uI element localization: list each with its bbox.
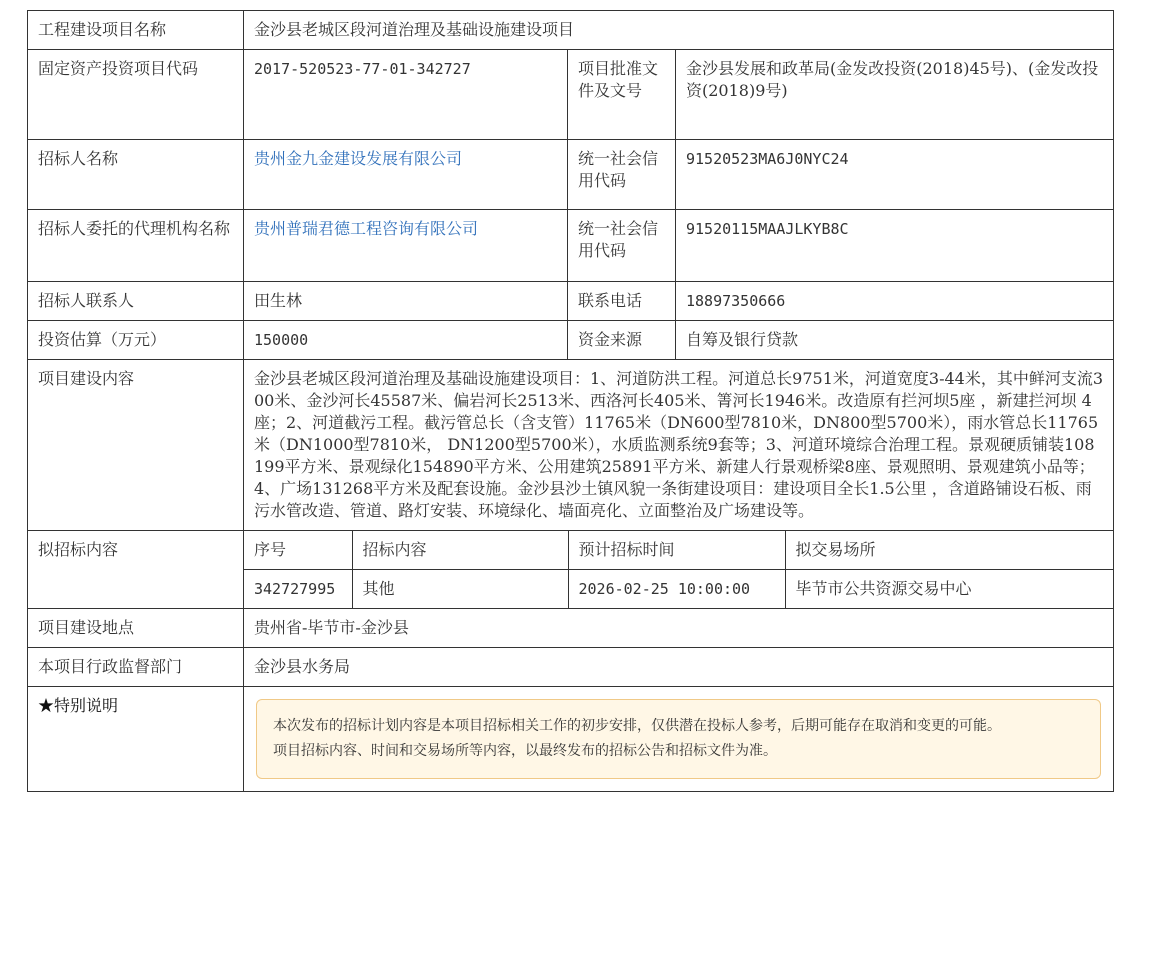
- special-notice-box: [256, 699, 1101, 779]
- label-agent: 招标人委托的代理机构名称: [28, 210, 244, 282]
- planned-row: [244, 570, 1114, 609]
- label-project-code: 固定资产投资项目代码: [28, 50, 244, 140]
- row-content: [28, 360, 1114, 531]
- label-location: 项目建设地点: [28, 609, 244, 648]
- row-supervisor: [28, 648, 1114, 687]
- link-tenderer[interactable]: 贵州金九金建设发展有限公司: [244, 140, 568, 210]
- row-project-code: [28, 50, 1114, 140]
- value-approval-doc: 金沙县发展和政革局(金发改投资(2018)45号)、(金发改投资(2018)9号): [676, 50, 1114, 140]
- planned-header: 招标内容: [352, 531, 568, 570]
- row-project-name: [28, 11, 1114, 50]
- value-phone: 18897350666: [676, 282, 1114, 321]
- label-fund-source: 资金来源: [568, 321, 676, 360]
- row-planned: [28, 531, 1114, 609]
- notice-line-2: 项目招标内容、时间和交易场所等内容，以最终发布的招标公告和招标文件为准。: [273, 743, 777, 759]
- label-project-name: 工程建设项目名称: [28, 11, 244, 50]
- label-content: 项目建设内容: [28, 360, 244, 531]
- row-tenderer: [28, 140, 1114, 210]
- label-tenderer-credit-code: 统一社会信用代码: [568, 140, 676, 210]
- planned-cell-time: 2026-02-25 10:00:00: [568, 570, 785, 609]
- label-approval-doc: 项目批准文件及文号: [568, 50, 676, 140]
- value-fund-source: 自筹及银行贷款: [676, 321, 1114, 360]
- label-agent-credit-code: 统一社会信用代码: [568, 210, 676, 282]
- value-agent-credit-code: 91520115MAAJLKYB8C: [676, 210, 1114, 282]
- row-location: [28, 609, 1114, 648]
- planned-header-row: [244, 531, 1114, 570]
- value-project-code: 2017-520523-77-01-342727: [244, 50, 568, 140]
- label-investment: 投资估算（万元）: [28, 321, 244, 360]
- planned-cell-serial: 342727995: [244, 570, 352, 609]
- label-phone: 联系电话: [568, 282, 676, 321]
- value-tenderer-credit-code: 91520523MA6J0NYC24: [676, 140, 1114, 210]
- label-supervisor: 本项目行政监督部门: [28, 648, 244, 687]
- label-contact: 招标人联系人: [28, 282, 244, 321]
- project-info-table: [27, 10, 1114, 792]
- notice-line-1: 本次发布的招标计划内容是本项目招标相关工作的初步安排，仅供潜在投标人参考，后期可能存在取消和变更的可能。: [273, 718, 1001, 734]
- value-location: 贵州省-毕节市-金沙县: [244, 609, 1114, 648]
- label-special: ★特别说明: [28, 687, 244, 792]
- planned-table-cell: [244, 531, 1114, 609]
- planned-cell-content: 其他: [352, 570, 568, 609]
- row-agent: [28, 210, 1114, 282]
- planned-table: [244, 531, 1114, 608]
- planned-header: 拟交易场所: [785, 531, 1114, 570]
- value-contact: 田生林: [244, 282, 568, 321]
- planned-header: 预计招标时间: [568, 531, 785, 570]
- label-planned: 拟招标内容: [28, 531, 244, 609]
- value-project-name: 金沙县老城区段河道治理及基础设施建设项目: [244, 11, 1114, 50]
- planned-cell-venue: 毕节市公共资源交易中心: [795, 579, 972, 598]
- value-investment: 150000: [244, 321, 568, 360]
- value-content: 金沙县老城区段河道治理及基础设施建设项目：1、河道防洪工程。河道总长9751米，河道宽度3-44米，其中鲜河支流300米、金沙河长45587米、偏岩河长2513米、西洛河长405米、箐河长1946米。改造原有拦河坝5座 ，新建拦河坝 4 座；2、河道截污工程。截污管总长（含支管）11765米（DN600型7810米，DN800型5700米），雨水管总长11765米（DN1000型7810米， DN1200型5700米），水质监测系统9套等；3、河道环境综合治理工程。景观硬质铺装108199平方米、景观绿化154890平方米、公用建筑25891平方米、新建人行景观桥梁8座、景观照明、景观建筑小品等；4、广场131268平方米及配套设施。金沙县沙土镇风貌一条街建设项目：建设项目全长1.5公里 ，含道路铺设石板、雨污水管改造、管道、路灯安装、环境绿化、墙面亮化、立面整治及广场建设等。: [244, 360, 1114, 531]
- special-cell: [244, 687, 1114, 792]
- row-special: [28, 687, 1114, 792]
- label-tenderer: 招标人名称: [28, 140, 244, 210]
- row-investment: [28, 321, 1114, 360]
- planned-header: 序号: [244, 531, 352, 570]
- link-agent[interactable]: 贵州普瑞君德工程咨询有限公司: [244, 210, 568, 282]
- value-supervisor: 金沙县水务局: [244, 648, 1114, 687]
- row-contact: [28, 282, 1114, 321]
